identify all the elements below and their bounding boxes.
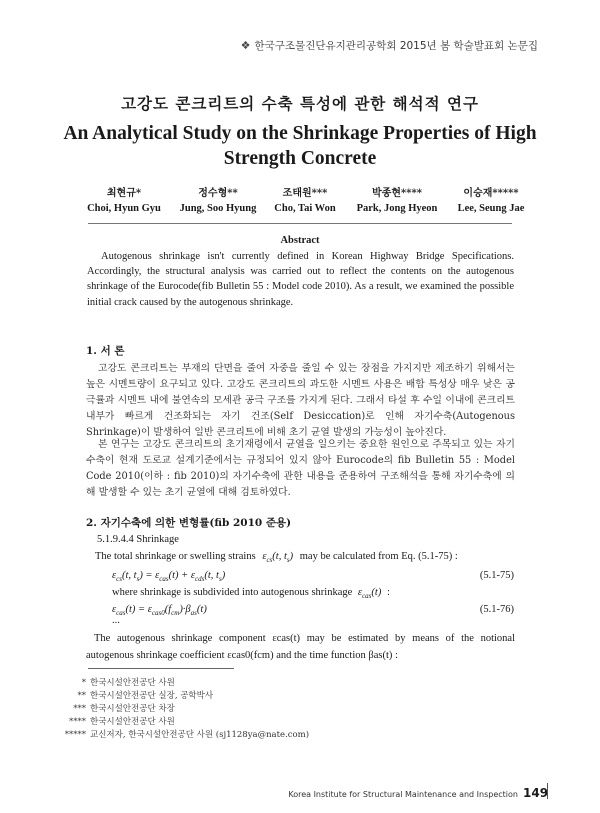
footnote-5 [58,728,309,740]
footnote-divider [88,668,234,669]
text-line-2 [112,587,390,600]
footer-society: Korea Institute for Structural Maintenance and Inspection [288,790,518,799]
author-name-ko: 최현규* [106,188,142,199]
line-1-start: The total shrinkage or swelling strains [95,551,256,562]
section-2-heading: 2. 자기수축에 의한 변형률(fib 2010 준용) [86,517,292,529]
section-1-paragraph-2: 본 연구는 고강도 콘크리트의 초기재령에서 균열을 일으키는 중요한 원인으로 주목되고 있는 자기수축이 현재 도로교 설계기준에서는 규정되어 있지 않아 Eurocode의 fib Bulletin 55 : Model Code 2010(이하 : fib 2010)의 자기수축에 관한 내용을 준용하여 구조해석을 통해 자기수축에 의해 발생할 수 있는 초기 균열에 대해 검토하였다. [86,439,515,498]
footnote-text: 한국시설안전공단 사원 [90,678,175,688]
page-number: 149 [523,786,549,800]
title-korean: 고강도 콘크리트의 수축 특성에 관한 해석적 연구 [121,94,479,113]
footnote-1 [58,676,175,688]
footnote-mark: ***** [64,730,86,740]
book-icon: ❖ [240,39,251,52]
title-divider [88,223,512,224]
author-name-en: Lee, Seung Jae [457,203,525,214]
running-header-text: 한국구조물진단유지관리공학회 2015년 봄 학술발표회 논문집 [254,40,538,52]
footnote-2 [58,689,213,701]
author-name-ko: 정수형** [198,188,238,199]
author-name-ko: 박종현**** [372,188,422,199]
author-name-en: Park, Jong Hyeon [356,203,438,214]
footnote-text: 한국시설안전공단 사원 [90,717,175,727]
text-paragraph-3: The autogenous shrinkage component εcas(t) may be estimated by means of the notional autogenous shrinkage coefficient εcas0(fcm) and the time function βas(t) : [86,633,515,661]
footnote-3 [58,702,175,714]
line-1-end: may be calculated from Eq. (5.1-75) : [299,551,458,562]
equation-5-1-75: $\varepsilon_{cs}(t$, $t_s) = \varepsilon_{cas}(t) + \varepsilon_{cds}(t$, $t_s$) [112,570,226,584]
equation-number-2: (5.1-76) [479,604,514,615]
author-5 [431,187,551,217]
line-2-start: where shrinkage is subdivided into autogenous shrinkage [112,587,353,598]
text-line-1 [95,551,458,564]
symbol-ecs: $\varepsilon_{cs}(t$, $t_s$) [262,551,294,565]
abstract-heading: Abstract [280,235,320,246]
author-name-ko: 조태원*** [282,188,328,199]
section-1-paragraph-1: 고강도 콘크리트는 부재의 단면을 줄여 자중을 줄일 수 있는 장점을 가지지만 제조하기 위해서는 높은 시멘트량이 요구되고 있다. 고강도 콘크리트의 과도한 시멘트 사용은 배합 특성상 매우 낮은 공극률과 시멘트 내에 불연속의 모세관 공극 구조를 가지게 된다. 그래서 타설 후 수일 이내에 콘크리트 내부가 빠르게 건조화되는 자기 건조(Self Desiccation)로 인해 자기수축(Autogenous Shrinkage)이 발생하여 일반 콘크리트에 비해 초기 균열 발생의 가능성이 높아진다. [86,363,515,438]
equation-5-1-76: $\varepsilon_{cas}(t) = \varepsilon_{cas0}(f_{cm})\cdot\beta_{as}(t)$ [112,604,207,618]
subsection-title: 5.1.9.4.4 Shrinkage [97,534,179,545]
footnote-mark: ** [77,691,86,701]
footnote-text: 한국시설안전공단 실장, 공학박사 [90,691,214,701]
ellipsis: ... [112,615,120,626]
running-header [241,38,538,53]
footnote-mark: * [81,678,86,688]
footnote-mark: *** [73,704,86,714]
title-english: An Analytical Study on the Shrinkage Properties of High Strength Concrete [63,123,537,169]
line-2-end: : [386,587,390,598]
footnote-text: 교신저자, 한국시설안전공단 사원 (sj1128ya@nate.com) [90,730,310,740]
symbol-ecas: $\varepsilon_{cas}(t)$ [357,587,382,601]
author-name-en: Jung, Soo Hyung [179,203,257,214]
page-number-bar [547,783,548,799]
author-name-en: Cho, Tai Won [274,203,336,214]
footnote-4 [58,715,175,727]
abstract-body: Autogenous shrinkage isn't currently defined in Korean Highway Bridge Specifications. Accordingly, the structural analysis was carried out to reflect the contents on the autogenous shrinkage of the Eurocode(fib Bulletin 55 : Model code 2010). As a result, we examined the possible initial crack caused by the autogenous shrinkage. [87,251,514,308]
footnote-mark: **** [69,717,86,727]
footnote-text: 한국시설안전공단 차장 [90,704,175,714]
author-name-en: Choi, Hyun Gyu [87,203,161,214]
section-1-heading: 1. 서 론 [86,345,125,357]
author-name-ko: 이승재***** [463,188,519,199]
equation-number-1: (5.1-75) [479,570,514,581]
